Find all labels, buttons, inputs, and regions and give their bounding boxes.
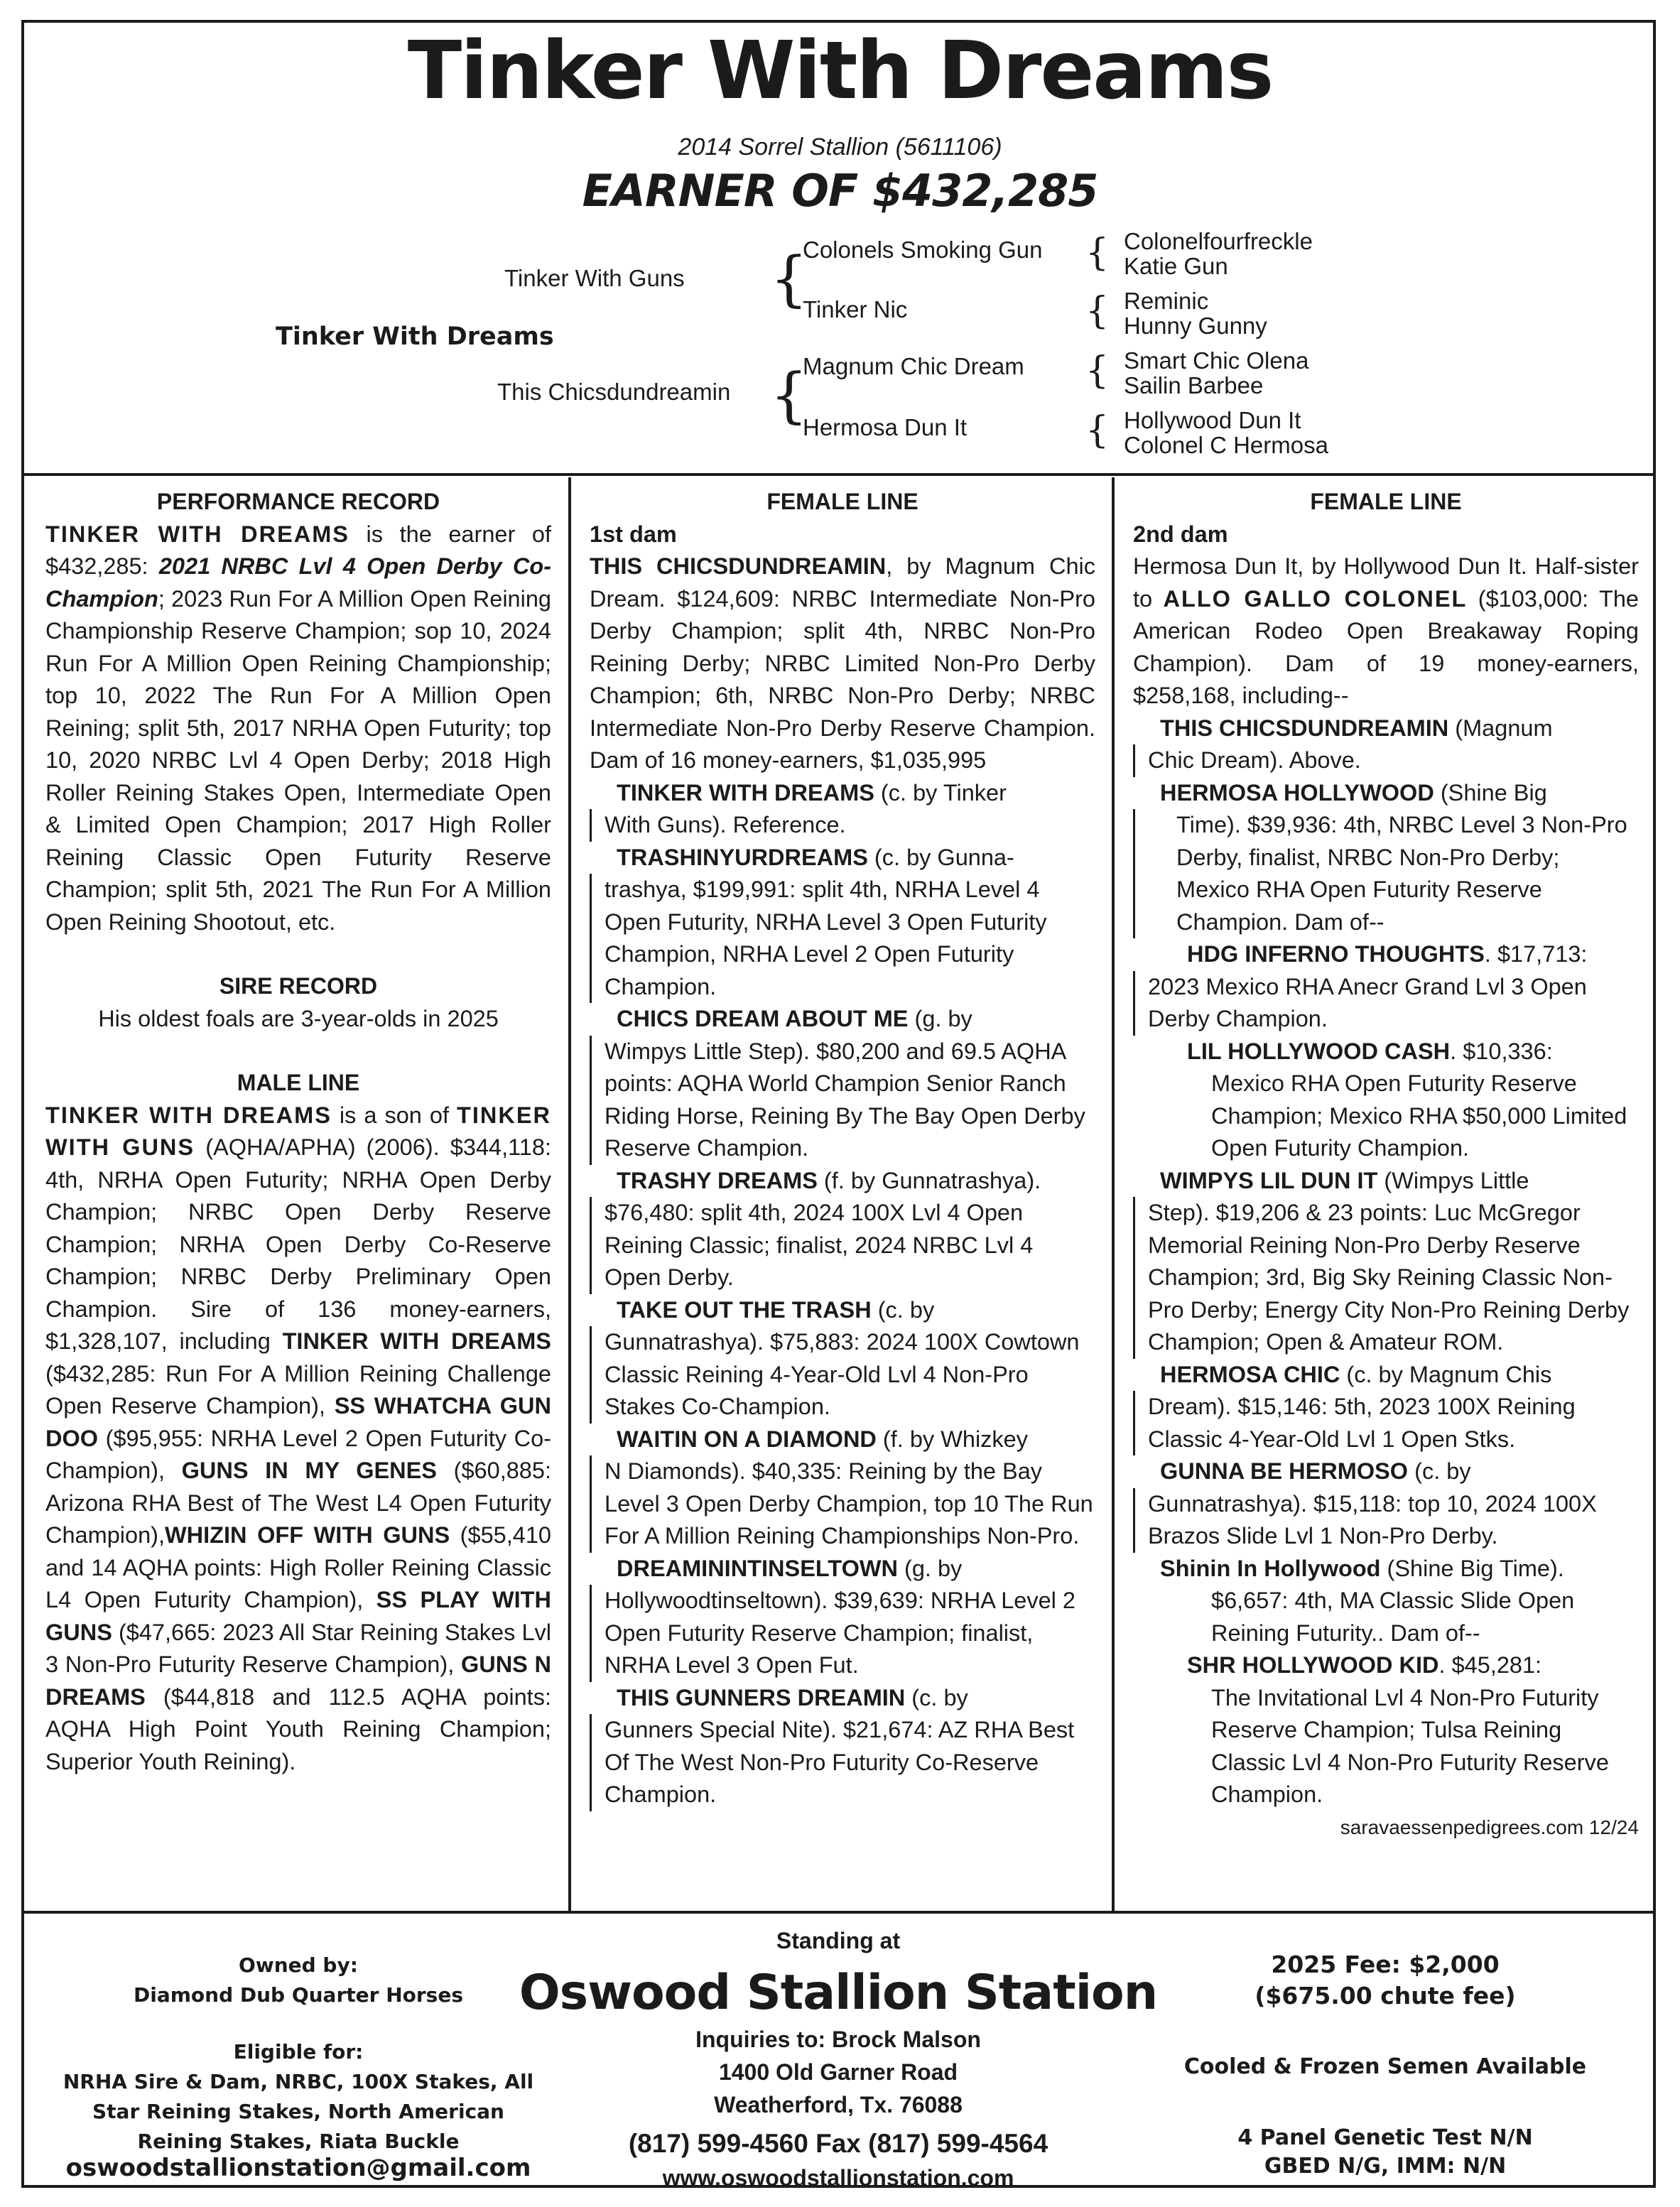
offspring-entry: WAITIN ON A DIAMOND (f. by Whizkey N Diamonds). $40,335: Reining by the Bay Level 3 Open Derby Champion, top 10 The Run For A Million Reining Championships Non-Pro. xyxy=(590,1424,1095,1553)
offspring-entry: HERMOSA CHIC (c. by Magnum Chis Dream). $15,146: 5th, 2023 100X Reining Classic 4-Year-Old Lvl 1 Open Stks. xyxy=(1133,1359,1639,1456)
column-first-dam xyxy=(590,486,1095,1811)
performance-text: TINKER WITH DREAMS is the earner of $432,285: 2021 NRBC Lvl 4 Open Derby Co-Champion; 2023 Run For A Million Open Reining Championship Reserve Champion; sop 10, 2024 Run For A Million Open Reining Championship; top 10, 2022 The Run For A Million Open Reining; split 5th, 2017 NRHA Open Futurity; top 10, 2020 NRBC Lvl 4 Open Derby; 2018 High Roller Reining Stakes Open, Intermediate Open & Limited Open Champion; 2017 High Roller Reining Classic Open Futurity Reserve Champion; split 5th, 2021 The Run For A Million Open Reining Shootout, etc. xyxy=(45,521,551,935)
male-line-text: TINKER WITH DREAMS is a son of TINKER WITH GUNS (AQHA/APHA) (2006). $344,118: 4th, NRHA Open Futurity; NRHA Open Derby Champion; NRBC Open Derby Reserve Champion; NRHA Open Derby Co-Reserve Champion; NRBC Derby Preliminary Open Champion. Sire of 136 money-earners, $1,328,107, including TINKER WITH DREAMS ($432,285: Run For A Million Reining Challenge Open Reserve Champion), SS WHATCHA GUN DOO ($95,955: NRHA Level 2 Open Futurity Co-Champion), GUNS IN MY GENES ($60,885: Arizona RHA Best of The West L4 Open Futurity Champion),WHIZIN OFF WITH GUNS ($55,410 and 14 AQHA points: High Roller Reining Classic L4 Open Futurity Champion), SS PLAY WITH GUNS ($47,665: 2023 All Star Reining Stakes Lvl 3 Non-Pro Futurity Reserve Champion), GUNS N DREAMS ($44,818 and 112.5 AQHA points: AQHA High Point Youth Reining Champion; Superior Youth Reining). xyxy=(45,1102,551,1774)
pedigree-sire: Tinker With Guns xyxy=(504,265,685,291)
grand-offspring-entry: LIL HOLLYWOOD CASH. $10,336: Mexico RHA Open Futurity Reserve Champion; Mexico RHA $50,000 Limited Open Futurity Champion. xyxy=(1187,1038,1627,1161)
pedigree-g3: Colonelfourfreckle xyxy=(1124,228,1313,254)
second-dam-text: Hermosa Dun It, by Hollywood Dun It. Half-sister to ALLO GALLO COLONEL ($103,000: The American Rodeo Open Breakaway Roping Champion). Dam of 19 money-earners, $258,168, including-- xyxy=(1133,553,1639,708)
pedigree-brace: { xyxy=(770,360,808,430)
chute-fee: ($675.00 chute fee) xyxy=(1254,1982,1516,2010)
eligible-label: Eligible for: xyxy=(233,2040,364,2064)
pedigree-brace: { xyxy=(1085,290,1110,332)
pedigree-g3: Katie Gun xyxy=(1124,253,1228,279)
pedigree-brace: { xyxy=(1085,349,1110,392)
offspring-entry: DREAMININTINSELTOWN (g. by Hollywoodtinseltown). $39,639: NRHA Level 2 Open Futurity Reserve Champion; finalist, NRHA Level 3 Open Fut. xyxy=(590,1553,1095,1682)
footer-divider xyxy=(21,1911,1656,1914)
eligibility-block xyxy=(43,2037,554,2157)
contact-block xyxy=(554,2023,1122,2121)
genetic-test-block xyxy=(1122,2124,1648,2181)
offspring-entry: THIS GUNNERS DREAMIN (c. by Gunners Special Nite). $21,674: AZ RHA Best Of The West Non-Pro Futurity Co-Reserve Champion. xyxy=(590,1682,1095,1811)
genetic-test-line: 4 Panel Genetic Test N/N xyxy=(1237,2125,1533,2150)
pedigree-dam-sire: Magnum Chic Dream xyxy=(803,353,1024,379)
pedigree-brace: { xyxy=(1085,409,1110,452)
offspring-entry: HERMOSA HOLLYWOOD (Shine Big Time). $39,936: 4th, NRBC Level 3 Non-Pro Derby, finalist, NRBC Non-Pro Derby; Mexico RHA Open Futurity Reserve Champion. Dam of-- HDG INFERNO THOUGHTS. $17,713: 2023 Mexico RHA Anecr Grand Lvl 3 Open Derby Champion. LIL HOLLYWOOD CASH. $10,336: Mexico RHA Open Futurity Reserve Champion; Mexico RHA $50,000 Limited Open Futurity Champion. xyxy=(1133,777,1639,1165)
pedigree-dam: This Chicsdundreamin xyxy=(497,379,731,405)
offspring-entry: TRASHINYURDREAMS (c. by Gunna- trashya, $199,991: split 4th, NRHA Level 4 Open Futurity, NRHA Level 3 Open Futurity Champion, NRHA Level 2 Open Futurity Champion. xyxy=(590,842,1095,1004)
sire-record-heading: SIRE RECORD xyxy=(219,973,378,999)
offspring-entry: WIMPYS LIL DUN IT (Wimpys Little Step). $19,206 & 23 points: Luc McGregor Memorial Reining Non-Pro Derby Reserve Champion; 3rd, Big Sky Reining Classic Non-Pro Derby; Energy City Non-Pro Reining Derby Champion; Open & Amateur ROM. xyxy=(1133,1165,1639,1359)
offspring-entry: TAKE OUT THE TRASH (c. by Gunnatrashya). $75,883: 2024 100X Cowtown Classic Reining 4-Year-Old Lvl 4 Non-Pro Stakes Co-Champion. xyxy=(590,1294,1095,1424)
horse-description: 2014 Sorrel Stallion (5611106) xyxy=(678,134,1002,161)
semen-availability: Cooled & Frozen Semen Available xyxy=(1183,2054,1587,2079)
female-line-heading: FEMALE LINE xyxy=(766,489,918,514)
pedigree-g3: Smart Chic Olena xyxy=(1124,347,1309,374)
performance-heading: PERFORMANCE RECORD xyxy=(156,489,440,514)
offspring-entry: Shinin In Hollywood (Shine Big Time). $6,657: 4th, MA Classic Slide Open Reining Futurity.. Dam of-- SHR HOLLYWOOD KID. $45,281: The Invitational Lvl 4 Non-Pro Futurity Reserve Champion; Tulsa Reining Classic Lvl 4 Non-Pro Futurity Reserve Champion. xyxy=(1133,1553,1639,1811)
owned-label: Owned by: xyxy=(239,1953,358,1977)
offspring-entry: TINKER WITH DREAMS (c. by Tinker With Guns). Reference. xyxy=(590,777,1095,842)
grand-offspring-entry: HDG INFERNO THOUGHTS. $17,713: 2023 Mexico RHA Anecr Grand Lvl 3 Open Derby Champion. xyxy=(1133,938,1639,1036)
offspring-entry: GUNNA BE HERMOSO (c. by Gunnatrashya). $15,118: top 10, 2024 100X Brazos Slide Lvl 1 Non-Pro Derby. xyxy=(1133,1455,1639,1553)
pedigree-dam-dam: Hermosa Dun It xyxy=(803,414,968,440)
pedigree-sire-sire: Colonels Smoking Gun xyxy=(803,237,1043,263)
website-link[interactable]: www.oswoodstallionstation.com xyxy=(662,2165,1014,2191)
offspring-entry: TRASHY DREAMS (f. by Gunnatrashya). $76,480: split 4th, 2024 100X Lvl 4 Open Reining Classic; finalist, 2024 NRBC Lvl 4 Open Derby. xyxy=(590,1165,1095,1294)
fee-block xyxy=(1122,1949,1648,2012)
eligible-line: Reining Stakes, Riata Buckle xyxy=(137,2130,460,2153)
column-divider-2 xyxy=(1112,477,1115,1911)
pedigree-horse: Tinker With Dreams xyxy=(276,322,554,351)
pedigree-g3: Colonel C Hermosa xyxy=(1124,432,1328,458)
column-divider-1 xyxy=(568,477,571,1911)
male-line-heading: MALE LINE xyxy=(237,1070,360,1095)
female-line-heading: FEMALE LINE xyxy=(1310,489,1462,514)
pedigree-g3: Hollywood Dun It xyxy=(1124,407,1301,433)
first-dam-text: THIS CHICSDUNDREAMIN, by Magnum Chic Dream. $124,609: NRBC Intermediate Non-Pro Derby Champion; split 4th, NRBC Non-Pro Reining Derby; NRBC Limited Non-Pro Derby Champion; 6th, NRBC Non-Pro Derby; NRBC Intermediate Non-Pro Derby Reserve Champion. Dam of 16 money-earners, $1,035,995 xyxy=(590,553,1096,773)
pedigree-g3: Reminic xyxy=(1124,288,1209,314)
eligible-line: NRHA Sire & Dam, NRBC, 100X Stakes, All xyxy=(63,2070,534,2093)
offspring-entry: THIS CHICSDUNDREAMIN (Magnum Chic Dream). Above. xyxy=(1133,712,1639,777)
first-dam-label: 1st dam xyxy=(590,521,677,547)
address-line: Weatherford, Tx. 76088 xyxy=(714,2092,963,2117)
address-line: 1400 Old Garner Road xyxy=(718,2059,958,2085)
standing-label: Standing at xyxy=(776,1928,901,1953)
column-second-dam xyxy=(1133,486,1639,1843)
pedigree-sire-dam: Tinker Nic xyxy=(803,296,908,322)
owner-block xyxy=(43,1951,554,2010)
station-name: Oswood Stallion Station xyxy=(519,1965,1158,2021)
sire-record-text: His oldest foals are 3-year-olds in 2025 xyxy=(98,1005,499,1031)
pedigree-credit: saravaessenpedigrees.com 12/24 xyxy=(1340,1816,1639,1838)
email-link[interactable]: oswoodstallionstation@gmail.com xyxy=(65,2154,531,2182)
genetic-test-line: GBED N/G, IMM: N/N xyxy=(1264,2154,1507,2179)
column-performance xyxy=(45,486,551,1778)
offspring-entry: CHICS DREAM ABOUT ME (g. by Wimpys Little Step). $80,200 and 69.5 AQHA points: AQHA World Champion Senior Ranch Riding Horse, Reining By The Bay Open Derby Reserve Champion. xyxy=(590,1003,1095,1165)
stud-fee: 2025 Fee: $2,000 xyxy=(1271,1951,1500,1978)
phone-numbers[interactable]: (817) 599-4560 Fax (817) 599-4564 xyxy=(628,2129,1048,2158)
pedigree-brace: { xyxy=(1085,232,1110,274)
page-title: Tinker With Dreams xyxy=(407,25,1273,117)
earnings-headline: EARNER OF $432,285 xyxy=(582,165,1098,217)
owner-name: Diamond Dub Quarter Horses xyxy=(133,1983,463,2007)
pedigree-brace: { xyxy=(770,244,808,313)
pedigree-g3: Sailin Barbee xyxy=(1124,372,1264,398)
grand-offspring-entry: SHR HOLLYWOOD KID. $45,281: The Invitational Lvl 4 Non-Pro Futurity Reserve Champion; Tulsa Reining Classic Lvl 4 Non-Pro Futurity Reserve Champion. xyxy=(1187,1652,1609,1807)
second-dam-label: 2nd dam xyxy=(1133,521,1228,547)
inquiries-line: Inquiries to: Brock Malson xyxy=(695,2027,981,2052)
header-divider xyxy=(21,473,1656,476)
eligible-line: Star Reining Stakes, North American xyxy=(92,2100,504,2123)
pedigree-g3: Hunny Gunny xyxy=(1124,313,1267,339)
